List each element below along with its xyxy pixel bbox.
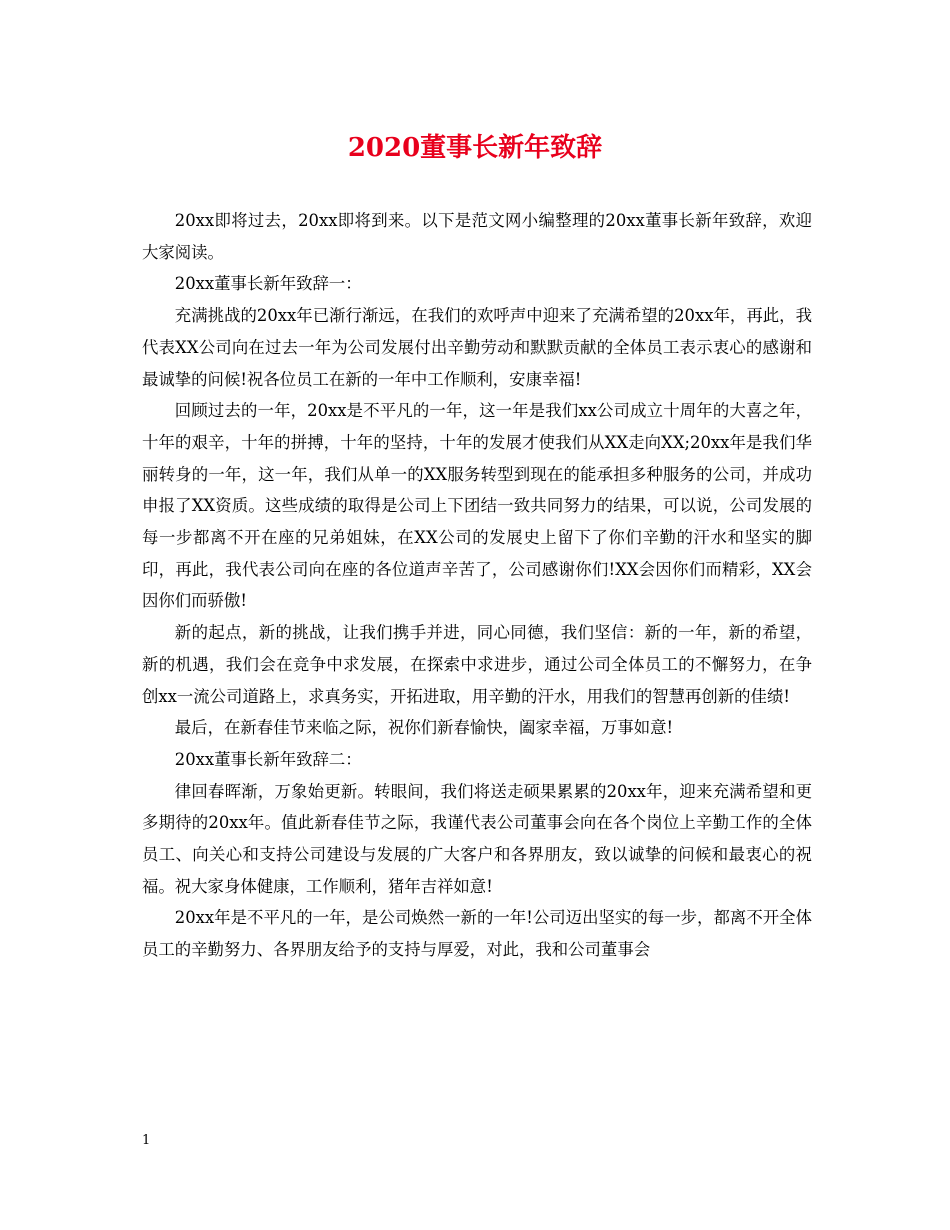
paragraph-speech-two-review: 20xx年是不平凡的一年，是公司焕然一新的一年!公司迈出坚实的每一步，都离不开全体员工的辛勤努力、各界朋友给予的支持与厚爱，对此，我和公司董事会 bbox=[142, 908, 812, 960]
paragraph-intro: 20xx即将过去，20xx即将到来。以下是范文网小编整理的20xx董事长新年致辞，欢迎大家阅读。 bbox=[142, 211, 812, 262]
paragraph-speech-two-greeting: 律回春晖渐，万象始更新。转眼间，我们将送走硕果累累的20xx年，迎来充满希望和更多期待的20xx年。值此新春佳节之际，我谨代表公司董事会向在各个岗位上辛勤工作的全体员工、向关心和支持公司建设与发展的广大客户和各界朋友，致以诚挚的问候和最衷心的祝福。祝大家身体健康，工作顺利，猪年吉祥如意! bbox=[142, 781, 812, 896]
paragraph-speech-one-outlook: 新的起点，新的挑战，让我们携手并进，同心同德，我们坚信：新的一年，新的希望， 新的机遇，我们会在竞争中求发展，在探索中求进步，通过公司全体员工的不懈努力，在争创xx一流公司道路上，求真务实，开拓进取，用辛勤的汗水，用我们的智慧再创新的佳绩! bbox=[142, 623, 812, 706]
document-title: 2020董事长新年致辞 bbox=[347, 133, 603, 163]
section-heading-speech-two: 20xx董事长新年致辞二： bbox=[174, 749, 362, 769]
paragraph-speech-one-closing: 最后，在新春佳节来临之际，祝你们新春愉快，阖家幸福，万事如意! bbox=[174, 718, 674, 738]
document-body bbox=[142, 205, 812, 966]
paragraph-speech-one-opening: 充满挑战的20xx年已渐行渐远，在我们的欢呼声中迎来了充满希望的20xx年，再此，我代表XX公司向在过去一年为公司发展付出辛勤劳动和默默贡献的全体员工表示衷心的感谢和最诚挚的问候!祝各位员工在新的一年中工作顺利，安康幸福! bbox=[142, 306, 812, 389]
paragraph-speech-one-review: 回顾过去的一年，20xx是不平凡的一年，这一年是我们xx公司成立十周年的大喜之年，十年的艰辛，十年的拼搏，十年的坚持，十年的发展才使我们从XX走向XX;20xx年是我们华丽转身的一年，这一年，我们从单一的XX服务转型到现在的能承担多种服务的公司，并成功申报了XX资质。这些成绩的取得是公司上下团结一致共同努力的结果，可以说，公司发展的每一步都离不开在座的兄弟姐妹，在XX公司的发展史上留下了你们辛勤的汗水和坚实的脚印，再此，我代表公司向在座的各位道声辛苦了，公司感谢你们!XX会因你们而精彩，XX会因你们而骄傲! bbox=[142, 401, 812, 611]
section-heading-speech-one: 20xx董事长新年致辞一： bbox=[174, 274, 362, 294]
page-number: 1 bbox=[142, 1133, 151, 1148]
